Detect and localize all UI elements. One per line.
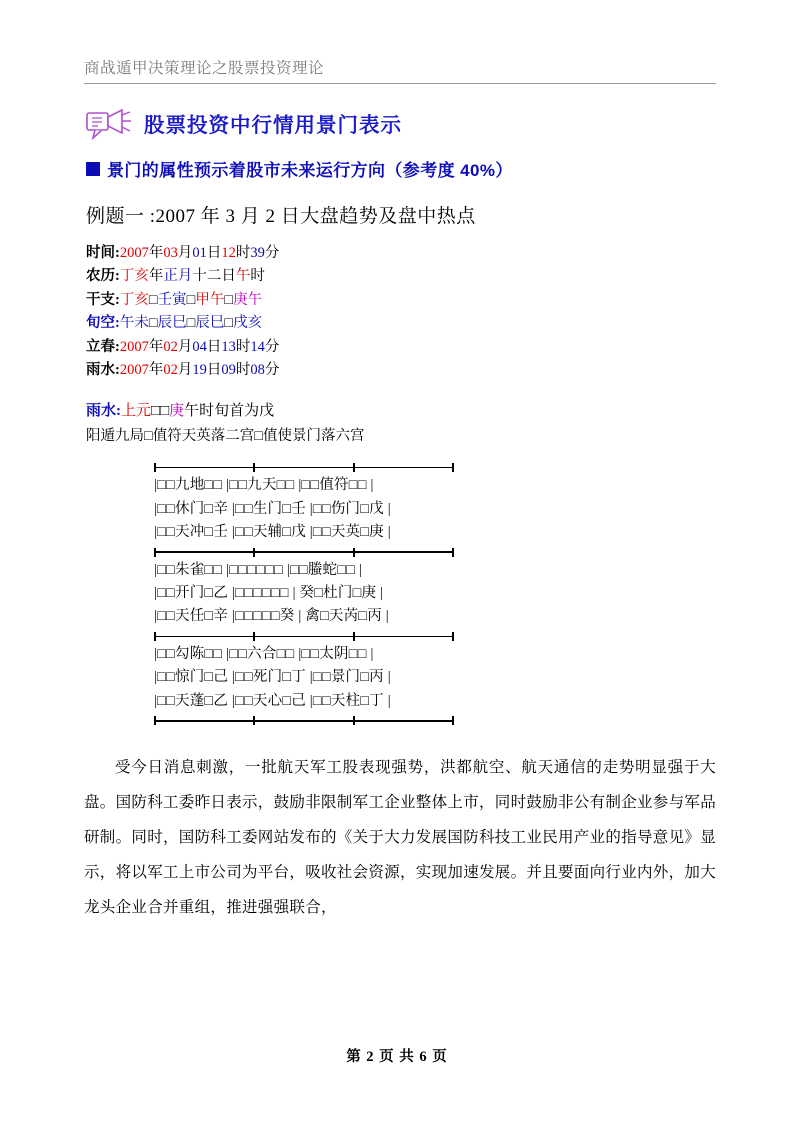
field-segment: 庚午	[233, 291, 263, 308]
field-value	[120, 292, 262, 308]
rule-segment	[156, 551, 254, 553]
grid-rule-bottom	[154, 716, 454, 725]
field-segment: □	[224, 315, 234, 332]
field-segment: 2007	[119, 338, 149, 355]
field-segment: 月	[177, 338, 193, 355]
grid-row: |□□勾陈□□ |□□六合□□ |□□太阴□□ |	[154, 645, 374, 662]
page-title: 股票投资中行情用景门表示	[144, 114, 402, 137]
rule-tick	[452, 548, 454, 557]
field-value	[120, 245, 280, 261]
field-segment: 丁亥	[119, 268, 149, 285]
field-segment: 丁亥	[119, 291, 149, 308]
field-segment: 日	[206, 338, 222, 355]
field-segment: □	[186, 291, 196, 308]
field-segment: 2007	[119, 245, 149, 261]
field-segment: 14	[250, 338, 265, 355]
field-segment: 年	[148, 338, 164, 355]
field-list	[84, 242, 716, 383]
field-segment: 02	[163, 338, 178, 355]
field-segment: 分	[264, 338, 280, 355]
field-segment: 39	[250, 245, 265, 261]
field-segment: 十二	[192, 268, 222, 285]
grid-row: |□□天冲□壬 |□□天辅□戊 |□□天英□庚 |	[154, 524, 391, 541]
field-segment: 日	[221, 268, 236, 285]
field-segment: 09	[221, 362, 236, 379]
subtitle: 景门的属性预示着股市未来运行方向（参考度 40%）	[107, 161, 513, 180]
field-segment: 年	[148, 362, 164, 379]
field-segment: □	[186, 315, 196, 332]
field-label: 农历:	[86, 268, 120, 285]
rule-segment	[355, 720, 453, 722]
grid-rule-top	[154, 463, 454, 472]
field-segment: 庚	[169, 402, 185, 419]
field-segment: □	[148, 291, 158, 308]
grid-block	[154, 641, 454, 716]
example-heading: 例题一 :2007 年 3 月 2 日大盘趋势及盘中热点	[86, 206, 476, 227]
field-segment: 19	[192, 362, 207, 379]
field-value	[120, 315, 262, 331]
field-segment: 分	[264, 245, 280, 261]
field-segment: 年	[148, 245, 164, 261]
rule-segment	[355, 467, 453, 469]
field-row-lunar	[86, 265, 716, 288]
field-segment: 辰巳	[195, 315, 225, 332]
square-bullet-icon	[86, 162, 100, 176]
field-segment: 03	[163, 245, 178, 261]
body-paragraph: 受今日消息刺激，一批航天军工股表现强势，洪都航空、航天通信的走势明显强于大盘。国防科工委昨日表示，鼓励非限制军工企业整体上市，同时鼓励非公有制企业参与军品研制。同时，国防科工委网站发布的《关于大力发展国防科技工业民用产业的指导意见》显示，将以军工上市公司为平台，吸收社会资源，实现加速发展。并且要面向行业内外，加大龙头企业合并重组，推进强强联合，	[84, 759, 717, 916]
rule-segment	[156, 636, 254, 638]
rule-segment	[255, 467, 353, 469]
field-row-yushui	[86, 359, 716, 382]
field-segment: 01	[192, 245, 207, 261]
field-segment: 正月	[163, 268, 193, 285]
grid-row: |□□天任□辛 |□□□□□癸 | 禽□天芮□丙 |	[154, 608, 389, 625]
field-segment: 2007	[119, 362, 149, 379]
megaphone-icon	[84, 106, 132, 140]
field-segment: 02	[163, 362, 178, 379]
rule-segment	[255, 636, 353, 638]
grid-row: |□□朱雀□□ |□□□□□□ |□□螣蛇□□ |	[154, 561, 363, 578]
rule-segment	[255, 551, 353, 553]
field-segment: □□	[151, 402, 170, 419]
field-value	[120, 268, 265, 284]
field-segment: 戌亥	[233, 315, 263, 332]
field-label: 干支:	[86, 291, 120, 308]
subtitle-row	[86, 156, 716, 181]
field-segment: 月	[177, 245, 193, 261]
grid-rule-mid-1	[154, 548, 454, 557]
rule-segment	[156, 720, 254, 722]
field-label: 雨水:	[86, 362, 120, 379]
field-segment: 时	[235, 362, 251, 379]
grid-block	[154, 557, 454, 632]
grid-row: |□□开门□乙 |□□□□□□ | 癸□杜门□庚 |	[154, 584, 384, 601]
field-segment: 时	[235, 245, 251, 261]
rule-segment	[156, 467, 254, 469]
grid-row: |□□惊门□己 |□□死门□丁 |□□景门□丙 |	[154, 669, 391, 686]
title-row	[84, 106, 716, 140]
field-segment: 分	[264, 362, 280, 379]
grid-row: |□□天蓬□乙 |□□天心□己 |□□天柱□丁 |	[154, 692, 391, 709]
grid-row: |□□休门□辛 |□□生门□壬 |□□伤门□戊 |	[154, 500, 391, 517]
field-segment: 壬寅	[157, 291, 187, 308]
grid-row: |□□九地□□ |□□九天□□ |□□值符□□ |	[154, 477, 374, 494]
field-segment: 时	[250, 268, 265, 285]
field-row-lichun	[86, 336, 716, 359]
field-segment: 年	[148, 268, 164, 285]
field-row-xunkong	[86, 312, 716, 335]
rule-segment	[255, 720, 353, 722]
page-footer: 第 2 页 共 6 页	[346, 1049, 448, 1065]
field-segment: 午	[235, 268, 251, 285]
ju-note-line: 阳遁九局□值符天英落二宫□值使景门落六宫	[86, 428, 365, 445]
rule-tick	[452, 632, 454, 641]
upper-yuan-line	[86, 399, 716, 425]
rule-segment	[355, 551, 453, 553]
rule-segment	[355, 636, 453, 638]
field-segment: 午未	[119, 315, 149, 332]
grid-block	[154, 472, 454, 547]
field-segment: 时	[235, 338, 251, 355]
field-value	[120, 362, 280, 378]
rule-tick	[452, 716, 454, 725]
field-row-ganzhi	[86, 289, 716, 312]
field-segment: 04	[192, 338, 207, 355]
field-segment: 12	[221, 245, 236, 261]
upper-value	[121, 403, 274, 419]
field-segment: 午时旬首为戊	[184, 402, 275, 419]
field-segment: 甲午	[195, 291, 225, 308]
field-row-time	[86, 242, 716, 265]
field-segment: □	[224, 291, 234, 308]
field-segment: 日	[206, 245, 222, 261]
field-segment: 月	[177, 362, 193, 379]
field-label: 立春:	[86, 338, 120, 355]
field-segment: 上元	[121, 402, 152, 419]
running-header: 商战遁甲决策理论之股票投资理论	[84, 56, 716, 84]
field-label: 旬空:	[86, 315, 120, 332]
field-segment: 08	[250, 362, 265, 379]
upper-label: 雨水:	[86, 402, 121, 419]
qimen-grid	[154, 463, 454, 725]
field-segment: 辰巳	[157, 315, 187, 332]
field-segment: 13	[221, 338, 236, 355]
field-segment: 日	[206, 362, 222, 379]
field-segment: □	[148, 315, 158, 332]
field-label: 时间:	[86, 245, 120, 261]
grid-rule-mid-2	[154, 632, 454, 641]
field-value	[120, 339, 280, 355]
rule-tick	[452, 463, 454, 472]
